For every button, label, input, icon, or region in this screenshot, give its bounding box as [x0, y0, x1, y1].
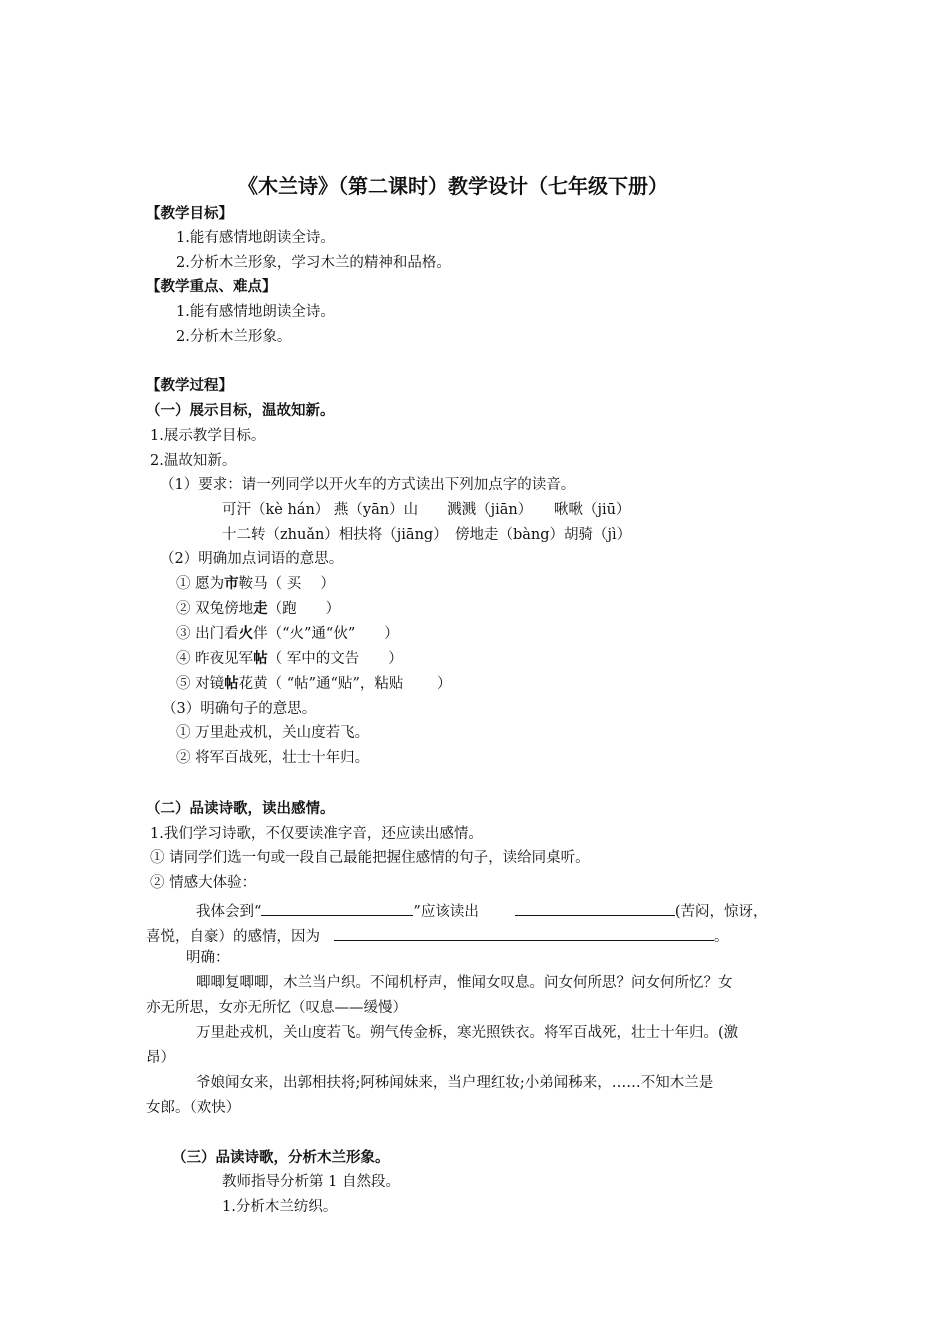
keypoint-item: 1.能有感情地朗读全诗。: [176, 304, 335, 320]
word-item: [176, 574, 335, 594]
experience-text: (苦闷，惊讶，: [674, 904, 768, 920]
goal-item: 1.能有感情地朗读全诗。: [176, 230, 335, 246]
experience-text: 。: [714, 929, 729, 945]
part2-line: ② 情感大体验：: [150, 875, 257, 891]
word-post: （ 军中的文告 ）: [267, 651, 403, 667]
sentences-heading: （3）明确句子的意思。: [162, 701, 317, 717]
keypoint-item: 2.分析木兰形象。: [176, 329, 292, 345]
answer-blank[interactable]: [515, 899, 675, 916]
keypoints-heading: 【教学重点、难点】: [146, 278, 277, 295]
word-key: 市: [224, 575, 239, 592]
word-item: [176, 599, 340, 619]
poem-line: 女郎。（欢快）: [146, 1100, 241, 1116]
page-title: 《木兰诗》（第二课时）教学设计（七年级下册）: [238, 174, 668, 198]
goal-item: 2.分析木兰形象，学习木兰的精神和品格。: [176, 255, 451, 271]
part3-heading: （三）品读诗歌，分析木兰形象。: [172, 1149, 390, 1166]
word-post: 鞍马（ 买 ）: [238, 576, 335, 592]
goals-heading: 【教学目标】: [146, 205, 233, 222]
experience-line: [196, 899, 768, 922]
word-pre: ① 愿为: [176, 576, 225, 592]
word-key: 火: [238, 625, 254, 642]
word-pre: ③ 出门看: [176, 626, 239, 642]
experience-text: ”应该读出: [413, 904, 479, 920]
word-pre: ④ 昨夜见军: [176, 651, 254, 667]
experience-line: [146, 924, 729, 947]
part2-line: ① 请同学们选一句或一段自己最能把握住感情的句子，读给同桌听。: [150, 850, 590, 866]
word-item: [176, 649, 403, 669]
process-heading: 【教学过程】: [146, 377, 233, 394]
word-pre: ⑤ 对镜: [176, 676, 225, 692]
sentence-item: ① 万里赴戎机，关山度若飞。: [176, 725, 370, 741]
experience-text: 喜悦，自豪）的感情，因为: [146, 929, 320, 945]
experience-text: 我体会到“: [196, 904, 262, 920]
part1-line: 2.温故知新。: [150, 453, 237, 469]
word-key: 帖: [253, 650, 268, 667]
part1-line: 1.展示教学目标。: [150, 428, 266, 444]
words-heading: （2）明确加点词语的意思。: [160, 551, 344, 567]
word-pre: ② 双兔傍地: [176, 601, 254, 617]
pinyin-line: 十二转（zhuǎn）相扶将（jiāng） 傍地走（bàng）胡骑（jì）: [222, 527, 632, 543]
requirement-line: （1）要求：请一列同学以开火车的方式读出下列加点字的读音。: [160, 477, 576, 493]
sentence-item: ② 将军百战死，壮士十年归。: [176, 750, 370, 766]
part3-line: 1.分析木兰纺织。: [222, 1199, 338, 1215]
poem-line: 爷娘闻女来，出郭相扶将;阿秭闻妹来，当户理红妆;小弟闻秭来，……不知木兰是: [196, 1075, 714, 1091]
word-item: [176, 674, 451, 694]
word-key: 走: [253, 600, 268, 617]
word-key: 帖: [224, 675, 239, 692]
answer-blank[interactable]: [334, 924, 714, 941]
pinyin-line: 可汗（kè hán） 燕（yān）山 溅溅（jiān） 啾啾（jiū）: [222, 502, 631, 518]
answer-blank[interactable]: [261, 899, 413, 916]
word-post: （跑 ）: [267, 601, 341, 617]
part2-line: 1.我们学习诗歌，不仅要读准字音，还应读出感情。: [150, 826, 483, 842]
poem-line: 亦无所思，女亦无所忆（叹息——缓慢）: [146, 1000, 407, 1016]
poem-line: 万里赴戎机，关山度若飞。朔气传金柝，寒光照铁衣。将军百战死，壮士十年归。(激: [196, 1025, 739, 1041]
part1-heading: （一）展示目标，温故知新。: [146, 402, 335, 419]
part2-heading: （二）品读诗歌，读出感情。: [146, 800, 335, 817]
word-item: [176, 624, 399, 644]
clarify-label: 明确：: [186, 950, 230, 966]
part3-line: 教师指导分析第 1 自然段。: [222, 1174, 400, 1190]
word-post: 伴（“火”通“伙” ）: [253, 626, 399, 642]
word-post: 花黄（ “帖”通“贴”，粘贴 ）: [238, 676, 452, 692]
poem-line: 昂）: [146, 1050, 175, 1066]
poem-line: 唧唧复唧唧，木兰当户织。不闻机杼声，惟闻女叹息。问女何所思？问女何所忆？女: [196, 975, 733, 991]
